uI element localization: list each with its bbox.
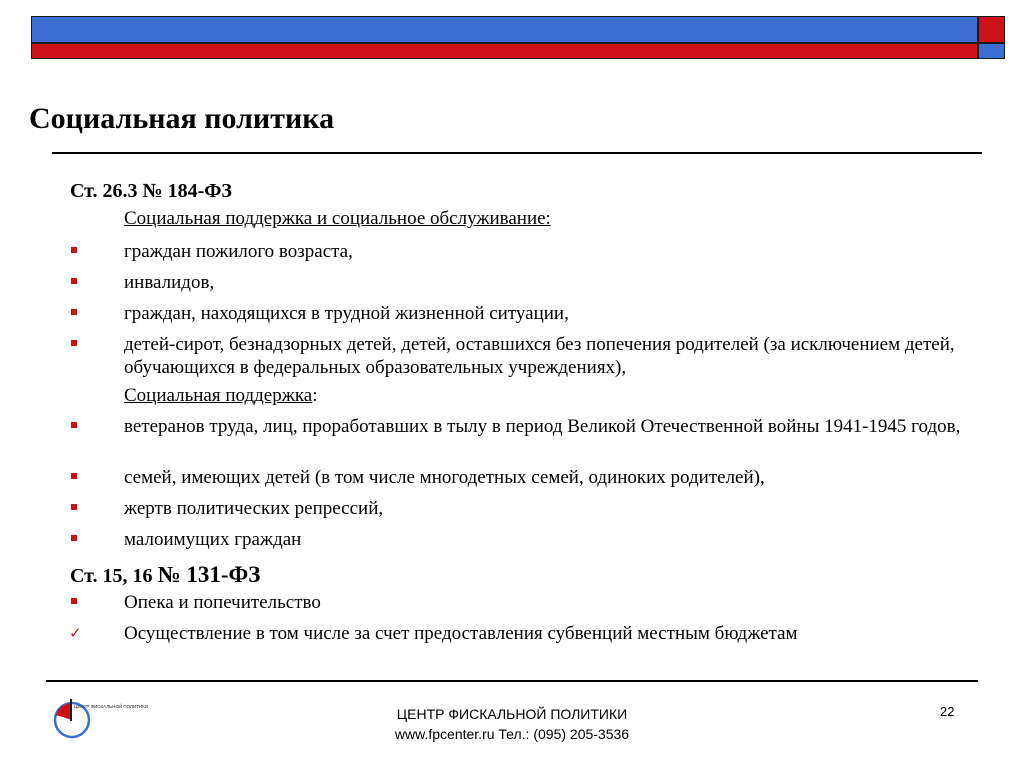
subheading-text: Социальная поддержка и социальное обслуживание: <box>124 208 551 229</box>
list-item-text: малоимущих граждан <box>124 529 302 550</box>
checklist-item-text: Осуществление в том числе за счет предоставления субвенций местным бюджетам <box>124 623 798 644</box>
banner-red-bar <box>31 43 978 59</box>
subheading-support-and-service <box>70 207 970 240</box>
heading-article: Ст. 15, 16 <box>70 565 158 587</box>
list-item-text: инвалидов, <box>124 272 215 293</box>
slide-title: Социальная политика <box>29 102 335 135</box>
list-item-text: семей, имеющих детей (в том числе многодетных семей, одиноких родителей), <box>124 467 765 488</box>
list-item-text: граждан пожилого возраста, <box>124 241 353 262</box>
title-divider <box>52 152 982 154</box>
list-item <box>70 302 970 333</box>
list-item-text: Опека и попечительство <box>124 592 321 613</box>
subheading-text: Социальная поддержка <box>124 385 313 406</box>
bullet-icon <box>71 473 77 479</box>
footer-org-name: ЦЕНТР ФИСКАЛЬНОЙ ПОЛИТИКИ <box>396 706 628 722</box>
bullet-icon <box>71 422 77 428</box>
bullet-icon <box>71 247 77 253</box>
list-item <box>70 333 970 384</box>
list-item <box>70 271 970 302</box>
page-number: 22 <box>940 704 955 719</box>
section-heading-184fz: Ст. 26.3 № 184-ФЗ <box>70 180 232 202</box>
subheading-colon: : <box>312 385 318 406</box>
list-item-text: граждан, находящихся в трудной жизненной ситуации, <box>124 303 569 324</box>
bullet-icon <box>71 535 77 541</box>
list-item <box>70 415 970 466</box>
banner-blue-square <box>978 43 1005 59</box>
heading-law: № 131-ФЗ <box>157 562 261 587</box>
bullet-icon <box>71 340 77 346</box>
fpcenter-logo <box>50 696 149 740</box>
footer-contact: www.fpcenter.ru Тел.: (095) 205-3536 <box>394 726 630 742</box>
bullet-icon <box>71 278 77 284</box>
list-item <box>70 591 970 622</box>
list-item <box>70 466 970 497</box>
bullet-icon <box>71 598 77 604</box>
list-item-text: ветеранов труда, лиц, проработавших в тылу в период Великой Отечественной войны 1941-1945 годов, <box>124 416 961 437</box>
bullet-icon <box>71 504 77 510</box>
list-item-text: жертв политических репрессий, <box>124 498 384 519</box>
bullet-icon <box>71 309 77 315</box>
subheading-support <box>70 384 970 415</box>
footer-divider <box>46 680 978 682</box>
slide-content <box>70 175 970 653</box>
section-heading-131fz <box>70 559 970 591</box>
logo-text: ЦЕНТР ФИСКАЛЬНОЙ ПОЛИТИКИ <box>74 704 149 709</box>
banner-blue-bar <box>31 16 978 43</box>
list-item <box>70 240 970 271</box>
checkmark-icon: ✓ <box>69 624 82 642</box>
list-item <box>70 497 970 528</box>
footer <box>312 704 712 744</box>
checklist-item <box>70 622 970 653</box>
list-item-text: детей-сирот, безнадзорных детей, детей, оставшихся без попечения родителей (за исключением детей, обучающихся в федеральных образовательных учреждениях), <box>124 334 955 378</box>
list-item <box>70 528 970 559</box>
header-banner <box>31 16 1005 59</box>
banner-red-square <box>978 16 1005 43</box>
